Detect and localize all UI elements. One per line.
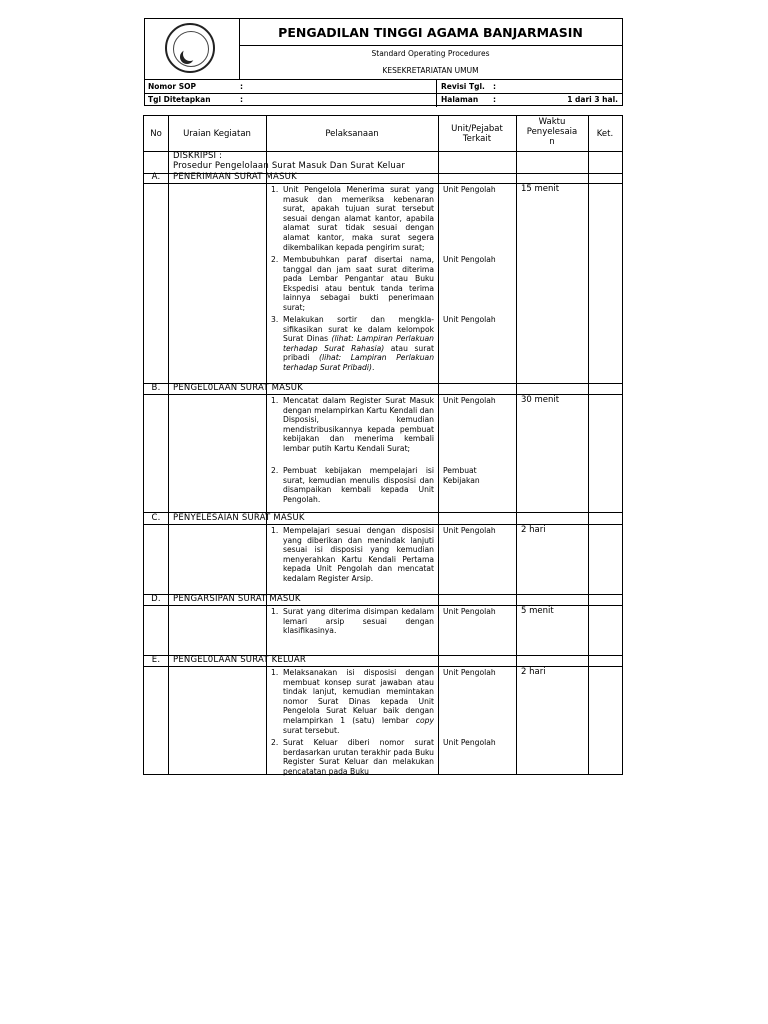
column-divider [168,116,169,774]
step-number: 1. [271,526,279,535]
section-letter: A. [151,172,161,182]
step-text: Surat Keluar diberi nomor surat berdasarkan urutan terakhir pada Buku Register Surat Keluar dan melakukan pencatatan pada Buku [283,738,434,776]
step-number: 2. [271,255,279,264]
step-text [283,668,434,735]
halaman-value: 1 dari 3 hal. [567,95,618,104]
step-number: 3. [271,315,279,324]
step-number: 1. [271,668,279,677]
step-unit: Unit Pengolah [443,396,496,405]
tgl-ditetapkan-label: Tgl Ditetapkan [148,95,211,104]
step-number: 1. [271,396,279,405]
step-number: 2. [271,466,279,475]
section-letter: D. [151,594,161,604]
court-seal-icon [165,23,215,73]
revisi-sep: : [493,82,496,91]
step-unit: Unit Pengolah [443,668,496,677]
column-header-no: No [150,128,162,139]
section-letter: E. [151,655,161,665]
step-text: Mencatat dalam Register Surat Masuk dengan melampirkan Kartu Kendali dan Disposisi, kemudian mendistribusikannya kepada pembuat kebijakan dan menerima kembali lembar putih Kartu Kendali Surat; [283,396,434,453]
step-text: Membubuhkan paraf disertai nama, tanggal dan jam saat surat diterima pada Lembar Pengantar atau Buku Ekspedisi atau bentuk tanda terima lainnya sebagai bukti penerimaan surat; [283,255,434,312]
step-text-part: (lihat: Lampiran Perlakuan terhadap Surat Rahasia) [283,334,434,353]
section-title: PENGEL0LAAN SURAT MASUK [173,383,303,393]
step-number: 2. [271,738,279,747]
step-waktu: 2 hari [521,667,546,677]
deskripsi-text: Prosedur Pengelolaan Surat Masuk Dan Surat Keluar [173,161,406,171]
procedure-table [143,115,623,775]
logo-cell [145,19,240,79]
institution-title: PENGADILAN TINGGI AGAMA BANJARMASIN [239,21,622,46]
step-unit: Pembuat Kebijakan [443,466,480,485]
column-divider [516,116,517,774]
column-divider [266,116,267,774]
step-text-part: (lihat: Lampiran Perlakuan terhadap Surat Pribadi) [283,353,435,372]
section-title: PENERIMAAN SURAT MASUK [173,172,297,182]
column-header-pelaksanaan: Pelaksanaan [325,128,379,139]
unit-label: KESEKRETARIATAN UMUM [382,66,479,75]
deskripsi-label: DISKRIPSI : [173,151,223,161]
section-letter: B. [151,383,161,393]
revisi-label: Revisi Tgl. [441,82,485,91]
step-text-part: Melakukan sortir dan mengkla-sifikasikan surat ke dalam kelompok Surat Dinas [283,315,434,344]
nomor-sop-sep: : [240,82,243,91]
step-text-part: copy [415,715,434,725]
step-text-part: Melaksanakan isi disposisi dengan membuat konsep surat jawaban atau tindak lanjut, kemudian memintakan nomor Surat Dinas kepada Unit Pengelola Surat Keluar baik dengan melampirkan 1 (satu) lembar [283,668,434,725]
column-divider [438,116,439,774]
step-waktu: 2 hari [521,525,546,535]
step-text [283,315,434,373]
step-text: Unit Pengelola Menerima surat yang masuk dan memeriksa kebenaran surat, apakah tujuan surat tersebut sesuai dengan alamat kantor, apabila alamat surat tidak sesuai dengan alamat kantor, maka surat segera dikembalikan kepada pengirim surat; [283,185,434,252]
sop-meta [145,79,622,107]
step-unit: Unit Pengolah [443,738,496,747]
section-letter: C. [151,513,161,523]
step-number: 1. [271,607,279,616]
step-unit: Unit Pengolah [443,255,496,264]
nomor-sop-label: Nomor SOP [148,82,196,91]
sop-header [144,18,623,106]
column-header-ket: Ket. [596,128,614,139]
step-number: 1. [271,185,279,194]
section-title: PENGARSIPAN SURAT MASUK [173,594,301,604]
step-unit: Unit Pengolah [443,526,496,535]
step-waktu: 5 menit [521,606,554,616]
step-text: Mempelajari sesuai dengan disposisi yang diberikan dan menindak lanjuti sesuai isi disposisi yang kemudian menyerahkan Kartu Kendali Pertama kepada Unit Pengolah dan mencatat kedalam Register Arsip. [283,526,434,583]
step-unit: Unit Pengolah [443,315,496,324]
row-divider [144,524,622,525]
step-unit: Unit Pengolah [443,185,496,194]
section-title: PENGEL0LAAN SURAT KELUAR [173,655,307,665]
step-waktu: 30 menit [521,395,560,405]
step-text: Surat yang diterima disimpan kedalam lemari arsip sesuai dengan klasifikasinya. [283,607,434,636]
column-divider [588,116,589,774]
row-divider [144,666,622,667]
column-header-unit: Unit/Pejabat Terkait [451,123,503,144]
step-unit: Unit Pengolah [443,607,496,616]
step-waktu: 15 menit [521,184,560,194]
tgl-ditetapkan-sep: : [240,95,243,104]
step-text-part: . [371,362,375,372]
halaman-label: Halaman [441,95,479,104]
step-text-part: atau surat pribadi [283,343,434,363]
step-text: Pembuat kebijakan mempelajari isi surat, kemudian menulis disposisi dan disampaikan kembali kepada Unit Pengolah. [283,466,434,504]
sop-label: Standard Operating Procedures [371,49,490,58]
column-header-uraian: Uraian Kegiatan [183,128,251,139]
section-title: PENYELESAIAN SURAT MASUK [173,513,305,523]
halaman-sep: : [493,95,496,104]
column-header-waktu: Waktu Penyelesaia n [526,117,578,147]
step-text-part: surat tersebut. [283,725,340,735]
